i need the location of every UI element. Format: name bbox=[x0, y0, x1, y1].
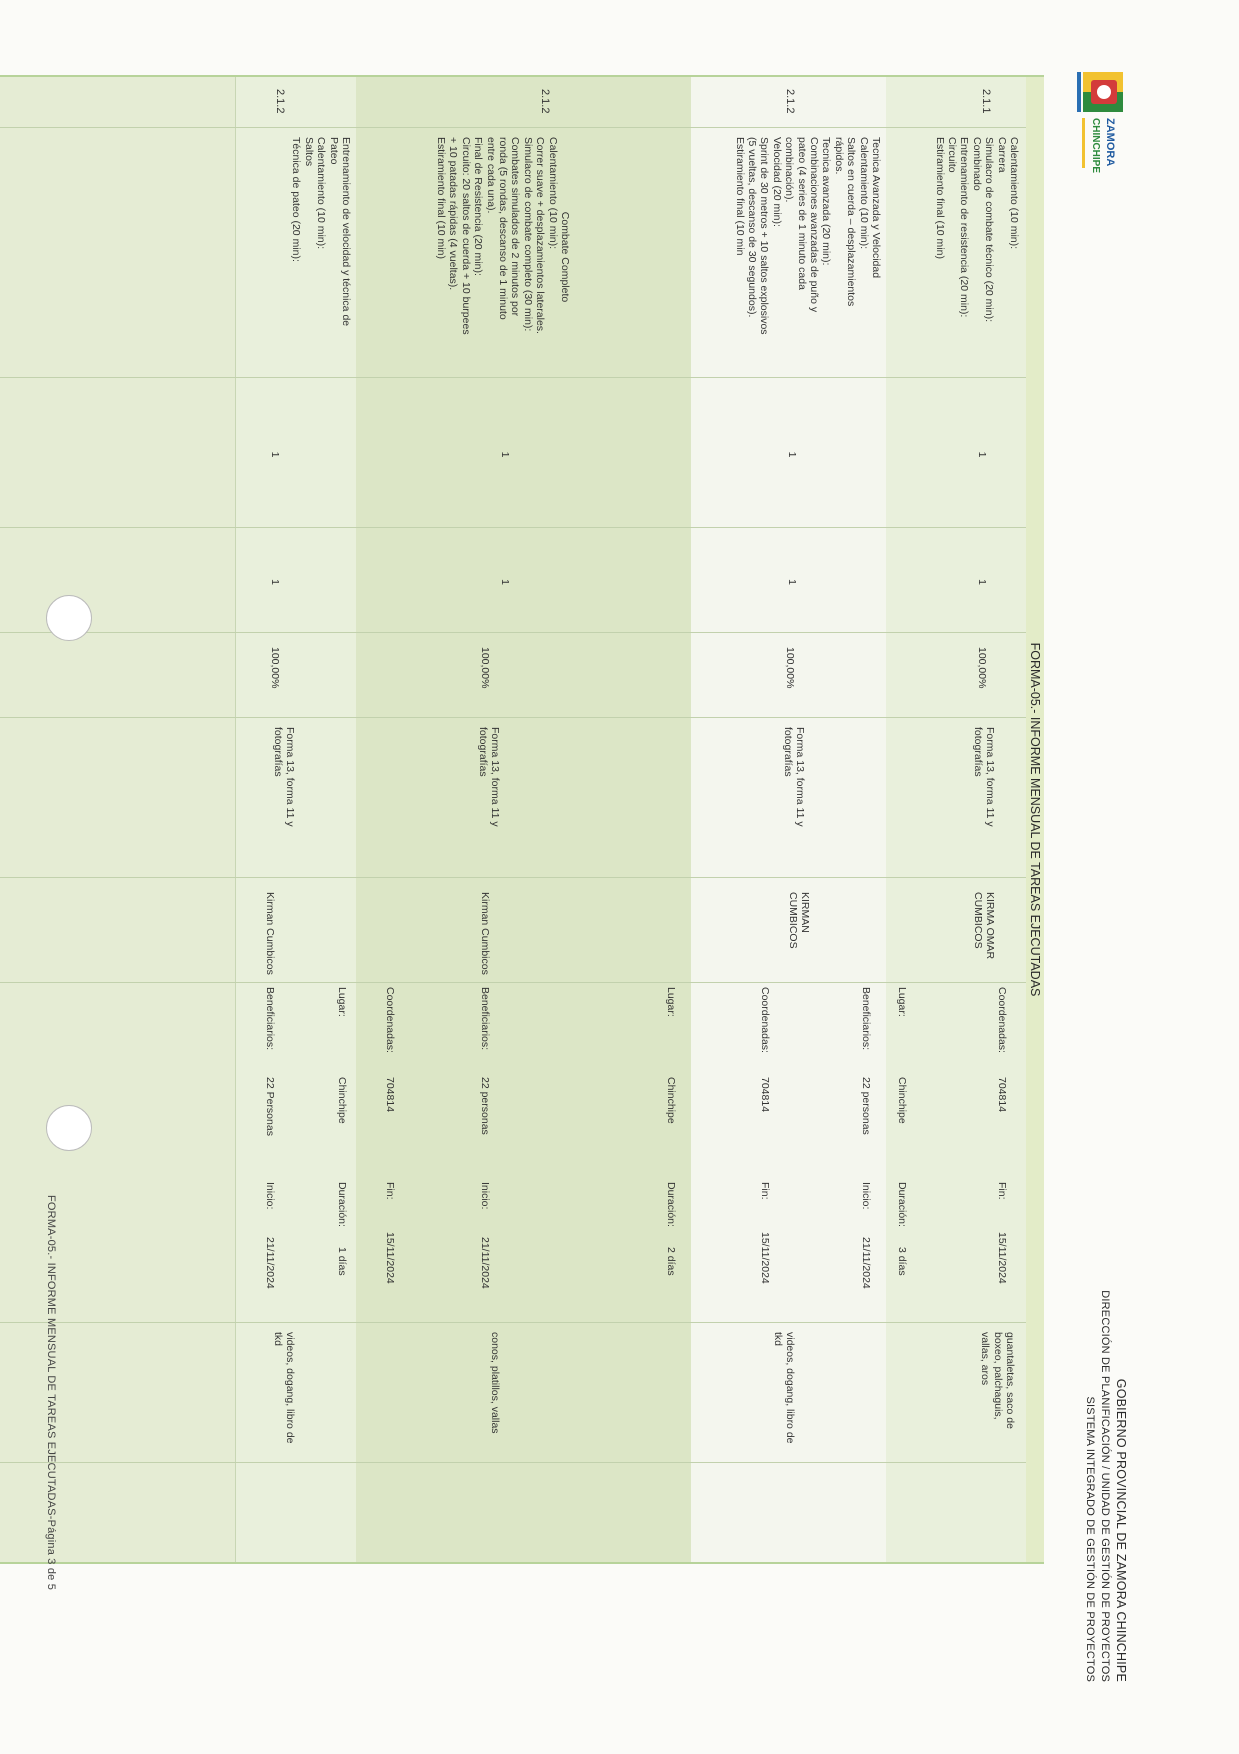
desc-line: pateo (4 series de 1 minuto cada bbox=[795, 137, 808, 290]
desc-line: Entrenamiento de resistencia (20 min): bbox=[958, 137, 971, 318]
desc-line: rápidos. bbox=[832, 137, 845, 175]
duracion-label: Duración: bbox=[336, 1182, 348, 1227]
coord-label: Coordenadas: bbox=[759, 987, 771, 1053]
table-row bbox=[235, 77, 356, 1562]
task-code: 2.1.2 bbox=[274, 89, 286, 114]
lugar-value: Chinchipe bbox=[336, 1077, 348, 1124]
duracion-value: 1 días bbox=[336, 1247, 348, 1276]
benef-value: 22 personas bbox=[479, 1077, 491, 1135]
task-description bbox=[435, 137, 571, 377]
task-description bbox=[733, 137, 882, 377]
responsible: Kirman Cumbicos bbox=[264, 892, 276, 975]
resources: videos, dogang, libro de tkd bbox=[771, 1332, 796, 1444]
lugar-value: Chinchipe bbox=[665, 1077, 677, 1124]
task-code: 2.1.1 bbox=[980, 89, 992, 114]
resources: videos, dogang, libro de tkd bbox=[271, 1332, 296, 1444]
verification-means: Forma 13, forma 11 y fotografías bbox=[781, 727, 806, 827]
responsible: KIRMA OMAR CUMBICOS bbox=[971, 892, 996, 960]
desc-line: combinación). bbox=[783, 137, 796, 203]
column-divider bbox=[0, 717, 1026, 718]
verification-means: Forma 13, forma 11 y fotografías bbox=[476, 727, 501, 827]
column-divider bbox=[0, 982, 1026, 983]
percent-complete: 100,00% bbox=[479, 647, 491, 689]
executed-qty: 1 bbox=[976, 579, 988, 585]
fin-label: Fin: bbox=[996, 1182, 1008, 1200]
resources: conos, platillos, vallas bbox=[489, 1332, 501, 1434]
header-direction: DIRECCIÓN DE PLANIFICACIÓN / UNIDAD DE GESTIÓN DE PROYECTOS bbox=[1099, 1290, 1111, 1682]
percent-complete: 100,00% bbox=[784, 647, 796, 689]
desc-line: ronda (5 rondas, descanso de 1 minuto bbox=[496, 137, 509, 320]
lugar-label: Lugar: bbox=[336, 987, 348, 1017]
desc-line: Combate Completo bbox=[559, 211, 571, 303]
executed-qty: 1 bbox=[786, 579, 798, 585]
desc-line: Combates simulados de 2 minutos por bbox=[509, 137, 522, 317]
desc-line: Calentamiento (10 min): bbox=[315, 137, 328, 250]
desc-line: Estiramiento final (10 min) bbox=[434, 137, 447, 259]
inicio-value: 21/11/2024 bbox=[479, 1237, 491, 1289]
fin-label: Fin: bbox=[384, 1182, 396, 1200]
fin-value: 15/11/2024 bbox=[384, 1232, 396, 1284]
coord-value: 704814 bbox=[996, 1077, 1008, 1113]
coord-label: Coordenadas: bbox=[996, 987, 1008, 1053]
tasks-table bbox=[0, 75, 1044, 1564]
desc-line: Circuito bbox=[945, 137, 958, 173]
desc-line: Saltos en cuerda – desplazamientos bbox=[845, 137, 858, 307]
desc-line: Entrenamiento de velocidad y técnica de bbox=[340, 137, 352, 327]
benef-value: 22 Personas bbox=[264, 1077, 276, 1136]
table-row bbox=[885, 77, 1026, 1562]
duracion-value: 2 días bbox=[665, 1247, 677, 1276]
planned-qty: 1 bbox=[786, 451, 798, 458]
resources: guantaletas, saco de boxeo, palchaguis, vallas, aros bbox=[979, 1332, 1016, 1429]
column-divider bbox=[0, 377, 1026, 378]
column-divider bbox=[0, 1462, 1026, 1463]
duracion-label: Duración: bbox=[665, 1182, 677, 1227]
desc-line: Sprint de 30 metros + 10 saltos explosivos bbox=[758, 137, 771, 335]
desc-line: Calentamiento (10 min): bbox=[546, 137, 559, 250]
duracion-value: 3 días bbox=[896, 1247, 908, 1276]
percent-complete: 100,00% bbox=[269, 647, 281, 689]
header-system: SISTEMA INTEGRADO DE GESTIÓN DE PROYECTOS bbox=[1084, 1396, 1096, 1682]
desc-line: + 10 patadas rápidas (4 vueltas). bbox=[447, 137, 460, 291]
desc-line: Correr suave + desplazamientos laterales. bbox=[534, 137, 547, 334]
desc-line: Simulacro de combate completo (30 min): bbox=[521, 137, 534, 332]
desc-line: Tecnica Avanzada y Velocidad bbox=[870, 137, 882, 279]
desc-line: Calentamiento (10 min): bbox=[857, 137, 870, 250]
verification-means: Forma 13, forma 11 y fotografías bbox=[271, 727, 296, 827]
desc-line: Combinado bbox=[970, 137, 983, 191]
desc-line: Tecnica avanzada (20 min): bbox=[820, 137, 833, 266]
column-divider bbox=[0, 1322, 1026, 1323]
desc-line: Combinaciones avanzadas de puño y bbox=[807, 137, 820, 313]
coord-value: 704814 bbox=[384, 1077, 396, 1113]
desc-line: Estiramiento final (10 min bbox=[733, 137, 746, 256]
benef-value: 22 personas bbox=[860, 1077, 872, 1135]
benef-label: Beneficiarios: bbox=[860, 987, 872, 1051]
duracion-label: Duración: bbox=[896, 1182, 908, 1227]
inicio-value: 21/11/2024 bbox=[264, 1237, 276, 1289]
fin-label: Fin: bbox=[759, 1182, 771, 1200]
table-row bbox=[355, 77, 691, 1562]
header-government: GOBIERNO PROVINCIAL DE ZAMORA CHINCHIPE bbox=[1114, 1378, 1128, 1682]
inicio-label: Inicio: bbox=[264, 1182, 276, 1210]
prefecture-logo bbox=[1059, 70, 1129, 180]
desc-line: Calentamiento (10 min): bbox=[1008, 137, 1020, 250]
punch-hole bbox=[46, 1105, 92, 1151]
page-footer: FORMA-05.- INFORME MENSUAL DE TAREAS EJECUTADAS-Página 3 de 5 bbox=[45, 1195, 57, 1591]
desc-line: Simulacro de combate técnico (20 min): bbox=[983, 137, 996, 322]
task-code: 2.1.2 bbox=[539, 89, 551, 114]
planned-qty: 1 bbox=[499, 451, 511, 458]
planned-qty: 1 bbox=[269, 451, 281, 458]
coord-value: 704814 bbox=[759, 1077, 771, 1113]
verification-means: Forma 13, forma 11 y fotografías bbox=[971, 727, 996, 827]
inicio-label: Inicio: bbox=[479, 1182, 491, 1210]
column-divider bbox=[0, 127, 1026, 128]
benef-label: Beneficiarios: bbox=[264, 987, 276, 1051]
desc-line: Final de Resistencia (20 min): bbox=[472, 137, 485, 276]
punch-hole bbox=[46, 595, 92, 641]
form-title: FORMA-05.- INFORME MENSUAL DE TAREAS EJECUTADAS bbox=[1025, 77, 1044, 1562]
coord-label: Coordenadas: bbox=[384, 987, 396, 1053]
desc-line: (5 vueltas, descanso de 30 segundos). bbox=[745, 137, 758, 318]
lugar-value: Chinchipe bbox=[896, 1077, 908, 1124]
column-divider bbox=[0, 527, 1026, 528]
lugar-label: Lugar: bbox=[896, 987, 908, 1017]
column-divider bbox=[0, 877, 1026, 878]
responsible: Kirman Cumbicos bbox=[479, 892, 491, 975]
desc-line: Técnica de pateo (20 min): bbox=[290, 137, 303, 262]
svg-text:ZAMORA: ZAMORA bbox=[1104, 118, 1116, 167]
desc-line: Estiramiento final (10 min) bbox=[933, 137, 946, 259]
desc-line: Saltos bbox=[302, 137, 315, 167]
svg-text:CHINCHIPE: CHINCHIPE bbox=[1090, 118, 1101, 174]
benef-label: Beneficiarios: bbox=[479, 987, 491, 1051]
fin-value: 15/11/2024 bbox=[759, 1232, 771, 1284]
desc-line: entre cada una). bbox=[484, 137, 497, 214]
desc-line: Velocidad (20 min): bbox=[770, 137, 783, 227]
percent-complete: 100,00% bbox=[976, 647, 988, 689]
task-description bbox=[290, 137, 352, 377]
task-description bbox=[933, 137, 1020, 377]
desc-line: Circuito: 20 saltos de cuerda + 10 burpees bbox=[459, 137, 472, 335]
fin-value: 15/11/2024 bbox=[996, 1232, 1008, 1284]
inicio-label: Inicio: bbox=[860, 1182, 872, 1210]
responsible: KIRMAN CUMBICOS bbox=[786, 892, 811, 949]
executed-qty: 1 bbox=[269, 579, 281, 585]
executed-qty: 1 bbox=[499, 579, 511, 585]
table-row bbox=[690, 77, 886, 1562]
planned-qty: 1 bbox=[976, 451, 988, 458]
desc-line: Pateo bbox=[327, 137, 340, 165]
lugar-label: Lugar: bbox=[665, 987, 677, 1017]
desc-line: Carrera bbox=[995, 137, 1008, 173]
column-divider bbox=[0, 632, 1026, 633]
task-code: 2.1.2 bbox=[784, 89, 796, 114]
inicio-value: 21/11/2024 bbox=[860, 1237, 872, 1289]
